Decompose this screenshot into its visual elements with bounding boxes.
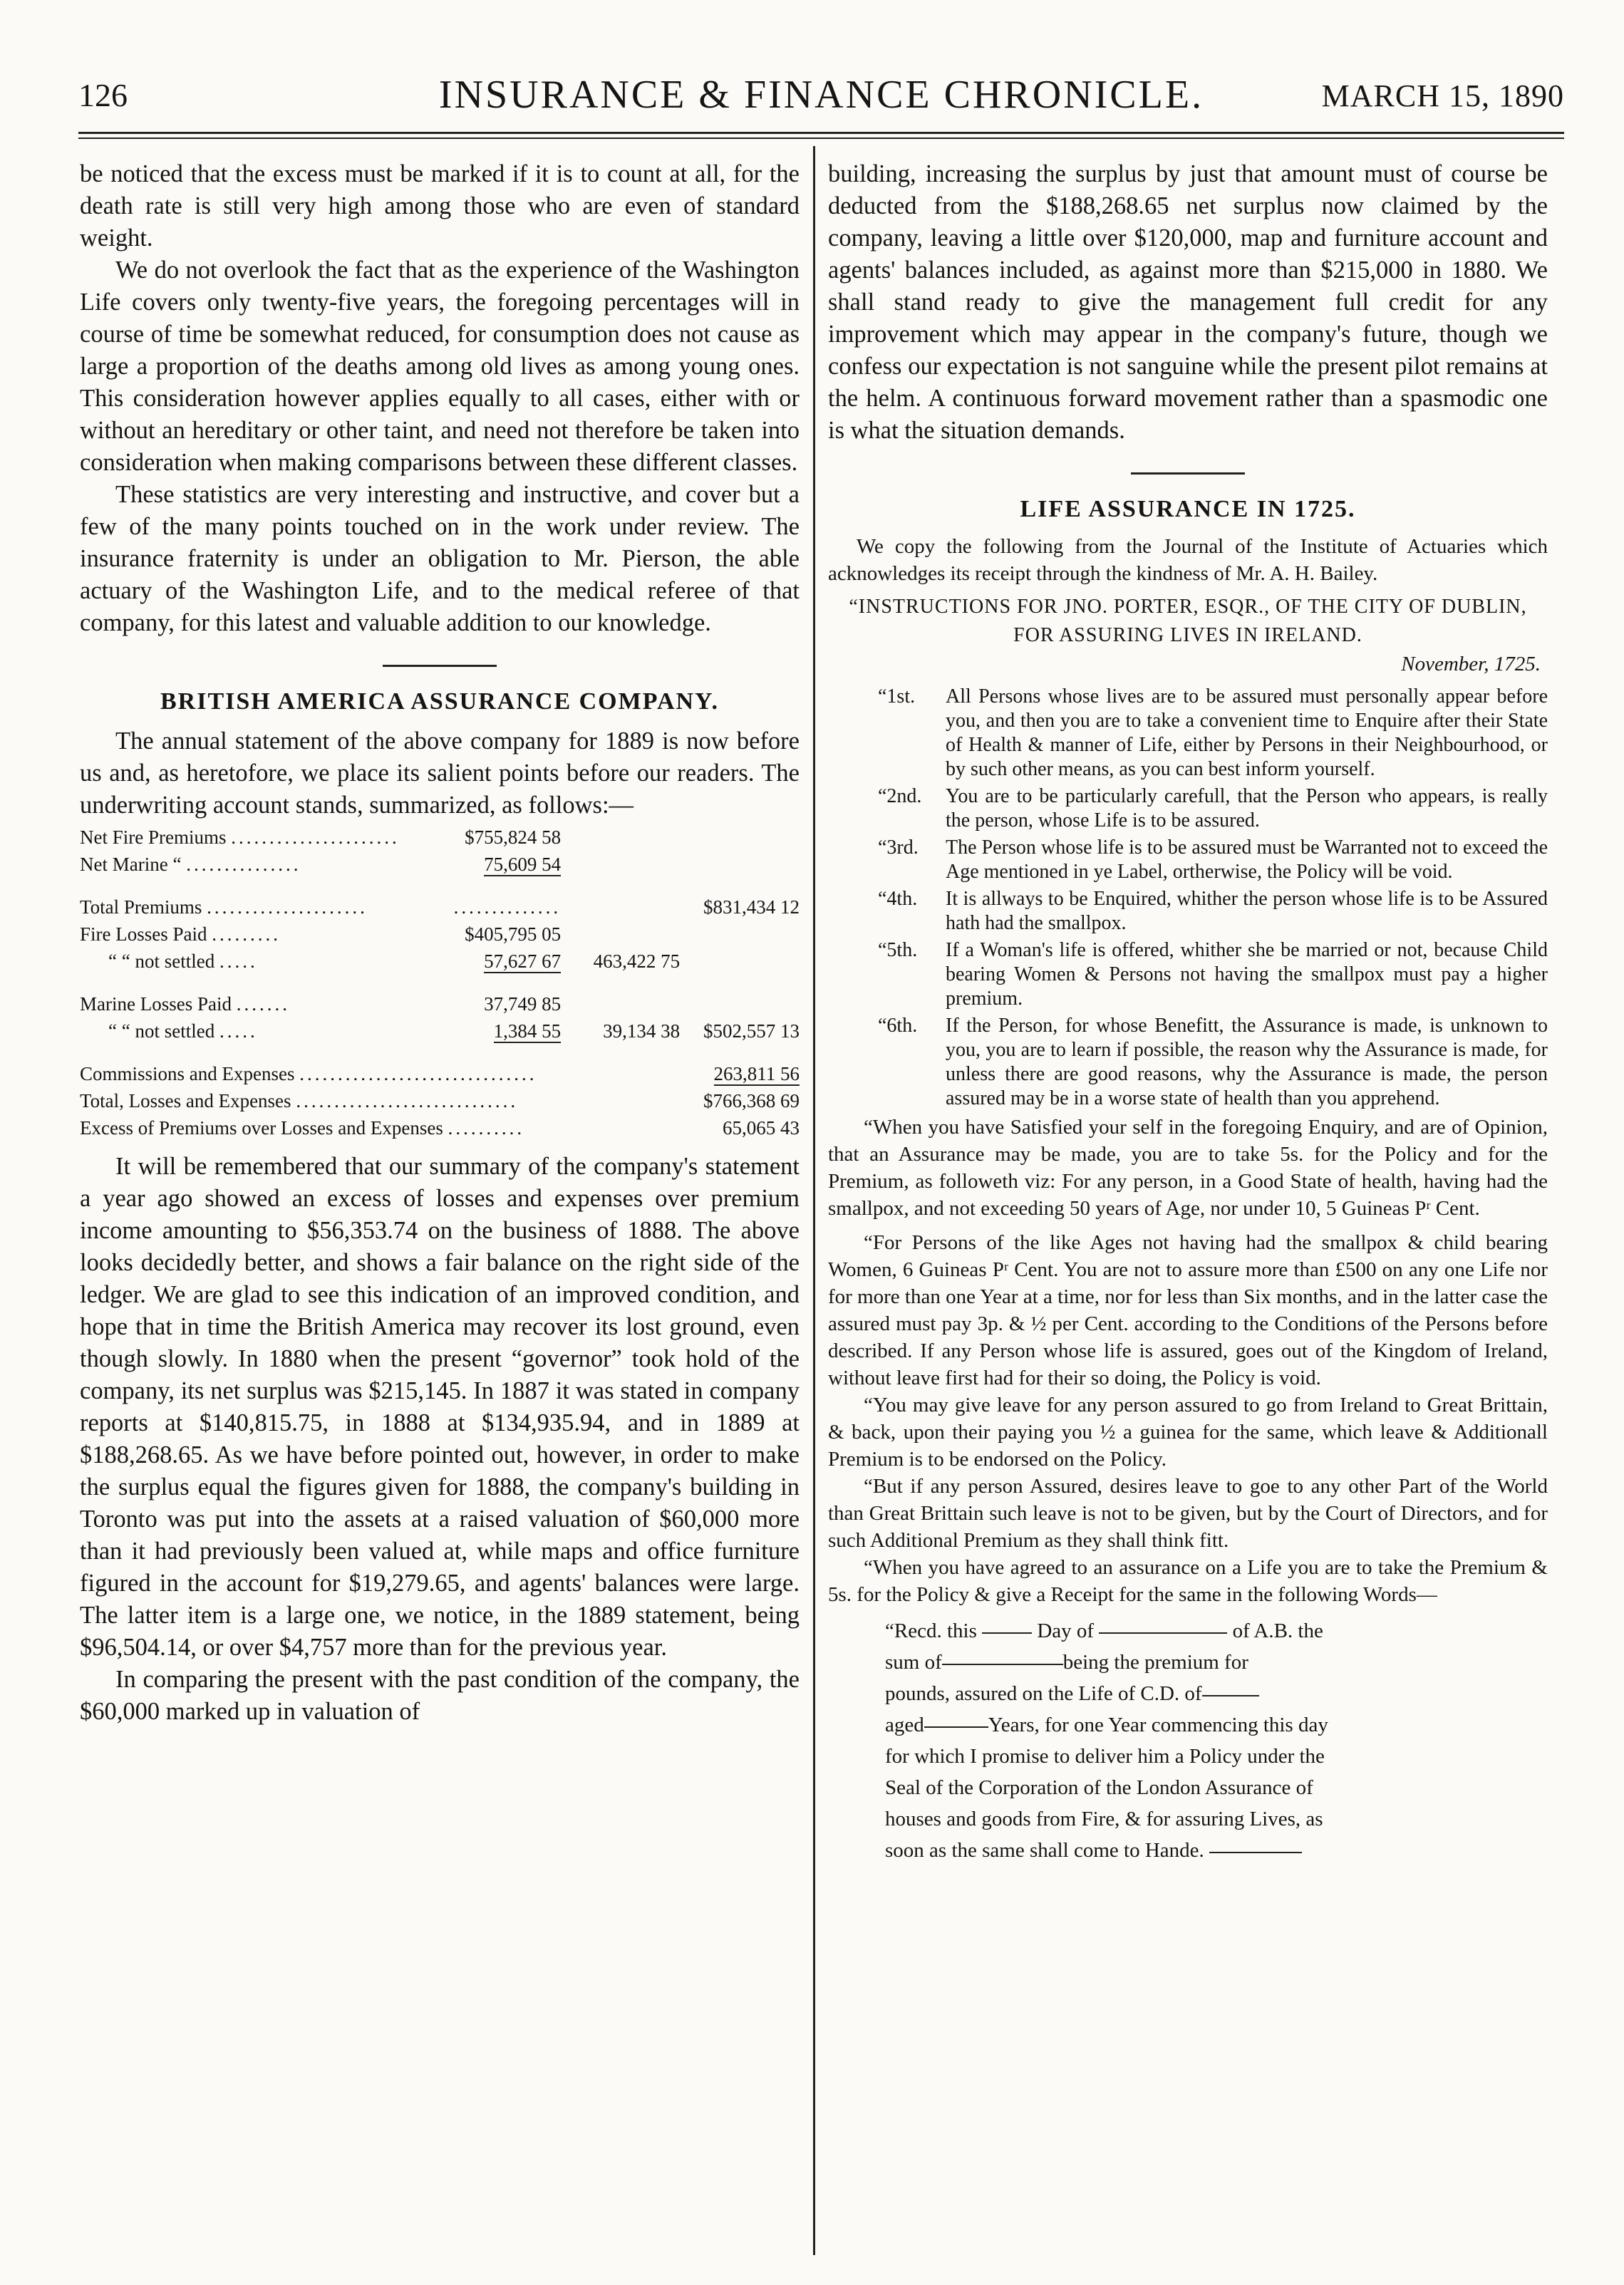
- left-paragraph-4: The annual statement of the above company for 1889 is now before us and, as heretofore, we place its salient points before our readers. The underwriting account stands, summarized, as follows:—: [80, 727, 800, 819]
- receipt-text: Day of: [1037, 1620, 1095, 1642]
- page-number: 126: [78, 77, 128, 113]
- instructions-title: “INSTRUCTIONS FOR JNO. PORTER, ESQR., OF THE CITY OF DUBLIN, FOR ASSURING LIVES IN IRELAND.: [849, 596, 1527, 646]
- account-value: $766,368 69: [703, 1090, 800, 1112]
- account-label: “ “ not settled: [108, 950, 215, 972]
- account-value: 37,749 85: [484, 993, 562, 1015]
- account-row: “ “ not settled ..... 1,384 55 39,134 38 $502,557 13: [80, 1015, 800, 1042]
- account-row: Commissions and Expenses ............................... 263,811 56: [80, 1063, 800, 1084]
- list-item: “2nd. You are to be particularly carefull, that the Person who appears, is really the person, whose Life is to be assured.: [878, 785, 1548, 831]
- account-value: $502,557 13: [703, 1020, 800, 1042]
- receipt-text: “Recd. this: [885, 1620, 977, 1642]
- publication-title: INSURANCE & FINANCE CHRONICLE.: [438, 73, 1204, 117]
- account-label: Total Premiums: [80, 896, 202, 918]
- account-value: 1,384 55: [493, 1020, 562, 1042]
- header-rule-bottom: [78, 138, 1564, 139]
- right-paragraph-1: building, increasing the surplus by just that amount must of course be deducted from the $188,268.65 net surplus now claimed by the company, leaving a little over $120,000, map and furniture account and agents' balances included, as against more than $215,000 in 1880. We shall stand ready to give the management full credit for any improvement which may appear in the company's future, though we confess our expectation is not sanguine while the present pilot remains at the helm. A continuous forward movement rather than a spasmodic one is what the situation demands.: [828, 160, 1548, 444]
- account-label: “ “ not settled: [108, 1020, 215, 1042]
- section-separator: [1131, 472, 1245, 475]
- receipt-text: Years, for one Year commencing this day: [988, 1714, 1328, 1736]
- receipt-text: houses and goods from Fire, & for assuring Lives, as: [885, 1808, 1323, 1830]
- account-row: Total, Losses and Expenses ............................. $766,368 69: [80, 1085, 800, 1112]
- receipt-text: pounds, assured on the Life of C.D. of: [885, 1682, 1202, 1705]
- account-value: 57,627 67: [484, 950, 562, 972]
- account-value: $831,434 12: [703, 896, 800, 918]
- column-divider: [813, 146, 815, 2255]
- left-column: [80, 158, 800, 2260]
- left-paragraph-5: It will be remembered that our summary of the company's statement a year ago showed an excess of losses and expenses over premium income amounting to $56,353.74 on the business of 1888. The above looks decidedly better, and shows a fair balance on the right side of the ledger. We are glad to see this indication of an improved condition, and hope that in time the British America may recover its lost ground, even though slowly. In 1880 when the present “governor” took hold of the company, its net surplus was $215,145. In 1887 it was stated in company reports at $140,815.75, in 1888 at $134,935.94, and in 1889 at $188,268.65. As we have before pointed out, however, in order to make the surplus equal the figures given for 1888, the company's building in Toronto was put into the assets at a raised valuation of $60,000 more than it had previously been valued at, while maps and office furniture figured in the account for $19,279.65, and agents' balances were large. The latter item is a large one, we notice, in the 1889 statement, being $96,504.14, or over $4,757 more than for the previous year.: [80, 1153, 800, 1661]
- underwriting-account-table: [80, 822, 800, 1139]
- list-item: “5th. If a Woman's life is offered, whither she be married or not, because Child bearing Women & Persons not having the smallpox must pay a higher premium.: [878, 939, 1548, 1010]
- account-label: Commissions and Expenses: [80, 1063, 295, 1084]
- instructions-list: [878, 685, 1548, 1111]
- page-header: [78, 68, 1564, 125]
- british-america-heading: BRITISH AMERICA ASSURANCE COMPANY.: [160, 688, 719, 715]
- article-intro: We copy the following from the Journal of the Institute of Actuaries which acknowledges its receipt through the kindness of Mr. A. H. Bailey.: [828, 535, 1548, 585]
- account-value: 65,065 43: [723, 1117, 800, 1139]
- instructions-quote-3: “You may give leave for any person assured to go from Ireland to Great Brittain, & back, upon their paying you ½ a guinea for the same, which leave & Additionall Premium is to be endorsed on the Policy.: [828, 1394, 1548, 1471]
- account-row: Total Premiums ..................... .............. $831,434 12: [80, 891, 800, 918]
- instructions-date: November, 1725.: [1401, 653, 1541, 675]
- receipt-text: being the premium for: [1062, 1651, 1248, 1674]
- issue-date: MARCH 15, 1890: [1321, 78, 1564, 113]
- account-value: $405,795 05: [465, 923, 562, 945]
- receipt-form: [885, 1615, 1548, 1866]
- left-paragraph-6: In comparing the present with the past condition of the company, the $60,000 marked up in valuation of: [80, 1666, 800, 1725]
- receipt-text: Seal of the Corporation of the London Assurance of: [885, 1776, 1313, 1799]
- list-item: “3rd. The Person whose life is to be assured must be Warranted not to exceed the Age mentioned in ye Label, ortherwise, the Policy will be void.: [878, 836, 1548, 883]
- instructions-quote-1: “When you have Satisfied your self in the foregoing Enquiry, and are of Opinion, that an Assurance may be made, you are to take 5s. for the Policy and for the Premium, as followeth viz: For any person, in a Good State of health, having had the smallpox, and not exceeding 50 years of Age, nor under 10, 5 Guineas Pʳ Cent.: [828, 1116, 1548, 1220]
- section-separator: [383, 665, 497, 667]
- receipt-text: aged: [885, 1714, 924, 1736]
- list-item: “4th. It is allways to be Enquired, whither the person whose life is to be Assured hath had the smallpox.: [878, 888, 1548, 934]
- list-item: “6th. If the Person, for whose Benefitt, the Assurance is made, is unknown to you, you are to learn if possible, the reason why the Assurance is made, for unless there are good reasons, why the Assurance is made, the person assured may be in a worse state of health than you apprehend.: [878, 1015, 1548, 1109]
- instructions-quote-4: “But if any person Assured, desires leave to goe to any other Part of the World than Great Brittain such leave is not to be given, but by the Court of Directors, and for such Additional Premium as they shall think fitt.: [828, 1475, 1548, 1552]
- account-label: Excess of Premiums over Losses and Expenses: [80, 1117, 443, 1139]
- instructions-quote-2: “For Persons of the like Ages not having had the smallpox & child bearing Women, 6 Guineas Pʳ Cent. You are not to assure more than £500 on any one Life nor for more than one Year at a time, nor for less than Six months, and in the latter case the assured must pay 3p. & ½ per Cent. according to the Conditions of the Persons before described. If any Person whose life is assured, goes out of the Kingdom of Ireland, without leave first had for their so doing, the Policy is void.: [828, 1231, 1548, 1389]
- receipt-text: sum of: [885, 1651, 942, 1674]
- left-paragraph-3: These statistics are very interesting and instructive, and cover but a few of the many points touched on in the work under review. The insurance fraternity is under an obligation to Mr. Pierson, the able actuary of the Washington Life, and to the medical referee of that company, for this latest and valuable addition to our knowledge.: [80, 481, 800, 636]
- account-row: Net Fire Premiums ...................... $755,824 58: [80, 822, 800, 849]
- account-label: Total, Losses and Expenses: [80, 1090, 291, 1112]
- left-paragraph-2: We do not overlook the fact that as the experience of the Washington Life covers only twenty-five years, the foregoing percentages will in course of time be somewhat reduced, for consumption does not cause as large a proportion of the deaths among old lives as among young ones. This consideration however applies equally to all cases, either with or without an hereditary or other taint, and need not therefore be taken into consideration when making comparisons between these different classes.: [80, 257, 800, 476]
- receipt-text: for which I promise to deliver him a Policy under the: [885, 1745, 1325, 1768]
- account-label: Marine Losses Paid: [80, 993, 232, 1015]
- life-assurance-heading: LIFE ASSURANCE IN 1725.: [1020, 496, 1356, 522]
- receipt-text: of A.B. the: [1232, 1620, 1323, 1642]
- account-row: “ “ not settled ..... 57,627 67 463,422 75: [80, 945, 800, 973]
- right-column: [828, 158, 1548, 2260]
- account-value: 75,609 54: [484, 854, 562, 875]
- account-label: Net Marine “: [80, 854, 182, 875]
- account-value: 39,134 38: [603, 1020, 681, 1042]
- account-row: Net Marine “ ............... 75,609 54: [80, 854, 562, 875]
- account-value: 263,811 56: [713, 1063, 800, 1084]
- account-label: Net Fire Premiums: [80, 827, 227, 848]
- account-value: $755,824 58: [465, 827, 562, 848]
- account-row: Marine Losses Paid ....... 37,749 85: [80, 988, 800, 1015]
- instructions-quote-5: “When you have agreed to an assurance on a Life you are to take the Premium & 5s. for the Policy & give a Receipt for the same in the following Words—: [828, 1556, 1548, 1606]
- account-row: Fire Losses Paid ......... $405,795 05: [80, 918, 800, 945]
- account-row: Excess of Premiums over Losses and Expenses .......... 65,065 43: [80, 1112, 800, 1139]
- list-item: “1st. All Persons whose lives are to be assured must personally appear before you, and then you are to take a convenient time to Enquire after their State of Health & manner of Life, either by Persons in their Neighbourhood, or by such other means, as you can best inform yourself.: [878, 685, 1548, 780]
- receipt-text: soon as the same shall come to Hande.: [885, 1839, 1204, 1862]
- left-paragraph-1: be noticed that the excess must be marked if it is to count at all, for the death rate is still very high among those who are even of standard weight.: [80, 160, 800, 252]
- header-rule-top: [78, 132, 1564, 134]
- account-label: Fire Losses Paid: [80, 923, 207, 945]
- account-value: 463,422 75: [593, 950, 681, 972]
